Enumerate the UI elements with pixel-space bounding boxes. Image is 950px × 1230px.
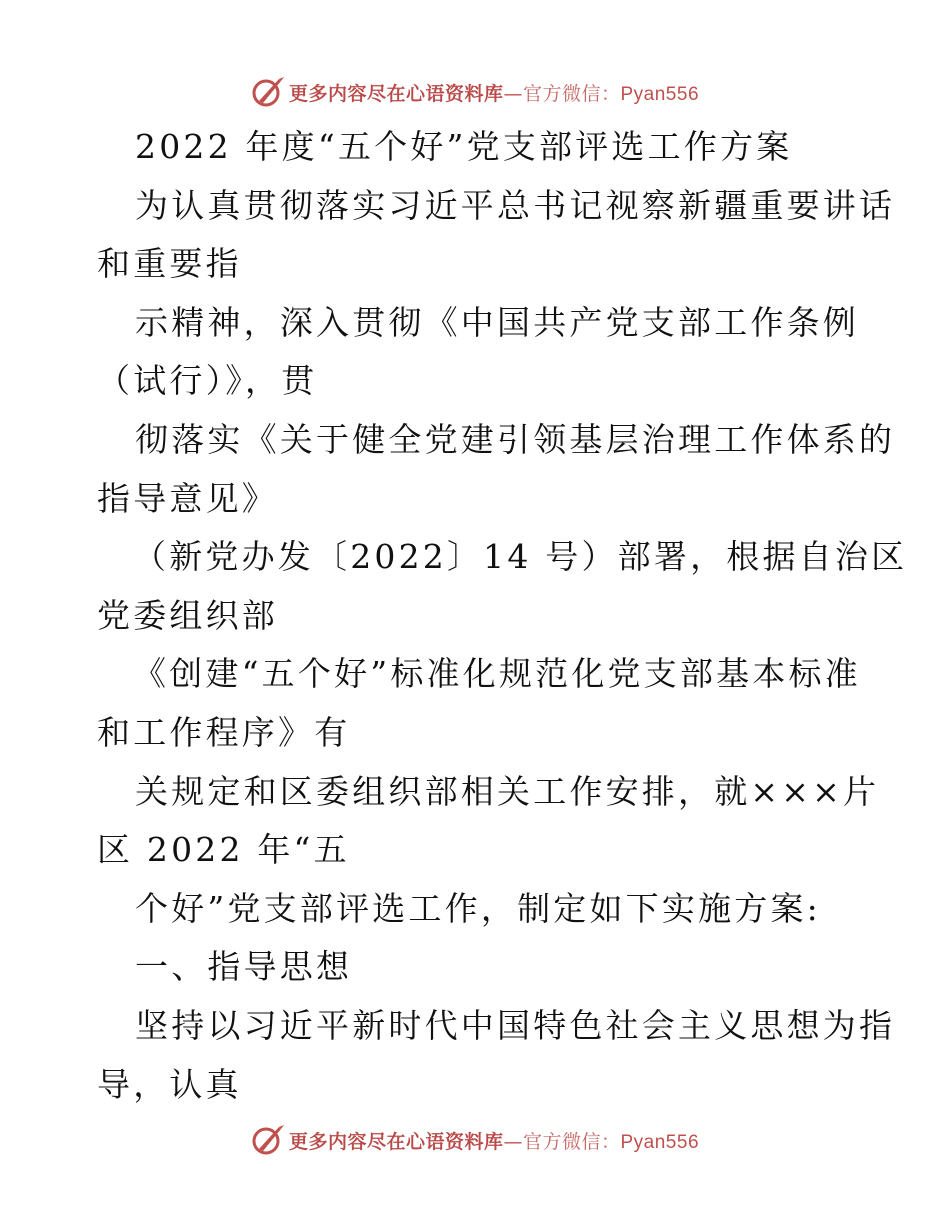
watermark-dash: — bbox=[503, 82, 523, 105]
paragraph-line: （新党办发〔2022〕14 号）部署，根据自治区 bbox=[133, 537, 908, 577]
document-title: 2022 年度“五个好”党支部评选工作方案 bbox=[135, 127, 793, 166]
paragraph-line: 和重要指 bbox=[97, 244, 242, 284]
paragraph-line: 示精神，深入贯彻《中国共产党支部工作条例 bbox=[135, 302, 859, 342]
watermark-brand: 更多内容尽在心语资料库 bbox=[288, 1130, 504, 1153]
footer-watermark bbox=[0, 1120, 950, 1160]
paragraph-line: 个好”党支部评选工作，制定如下实施方案: bbox=[135, 888, 821, 928]
watermark-wechat-id: Pyan556 bbox=[620, 1131, 700, 1153]
paragraph-line: 关规定和区委组织部相关工作安排，就×××片 bbox=[135, 771, 880, 811]
paragraph-line: 为认真贯彻落实习近平总书记视察新疆重要讲话 bbox=[135, 185, 896, 225]
quill-logo-icon bbox=[251, 1123, 285, 1157]
watermark-brand: 更多内容尽在心语资料库 bbox=[288, 82, 504, 105]
watermark-wechat-label: 官方微信： bbox=[522, 82, 621, 105]
paragraph-line: 党委组织部 bbox=[97, 595, 278, 635]
document-body bbox=[97, 118, 908, 1114]
watermark-text bbox=[289, 1127, 699, 1154]
paragraph-line: 区 2022 年“五 bbox=[97, 830, 350, 870]
section-heading: 一、指导思想 bbox=[135, 947, 353, 987]
header-watermark bbox=[0, 72, 950, 112]
watermark-wechat-id: Pyan556 bbox=[620, 83, 700, 105]
paragraph-line: 彻落实《关于健全党建引领基层治理工作体系的 bbox=[135, 419, 896, 459]
paragraph-line: 指导意见》 bbox=[97, 478, 278, 518]
watermark-dash: — bbox=[503, 1130, 523, 1153]
paragraph-line: 导，认真 bbox=[97, 1064, 242, 1104]
paragraph-line: （试行）》，贯 bbox=[97, 361, 318, 401]
paragraph-line: 《创建“五个好”标准化规范化党支部基本标准 bbox=[133, 654, 861, 694]
watermark-text bbox=[289, 79, 699, 106]
paragraph-line: 和工作程序》有 bbox=[97, 712, 351, 752]
quill-logo-icon bbox=[251, 75, 285, 109]
watermark-wechat-label: 官方微信： bbox=[522, 1130, 621, 1153]
paragraph-line: 坚持以习近平新时代中国特色社会主义思想为指 bbox=[135, 1005, 896, 1045]
